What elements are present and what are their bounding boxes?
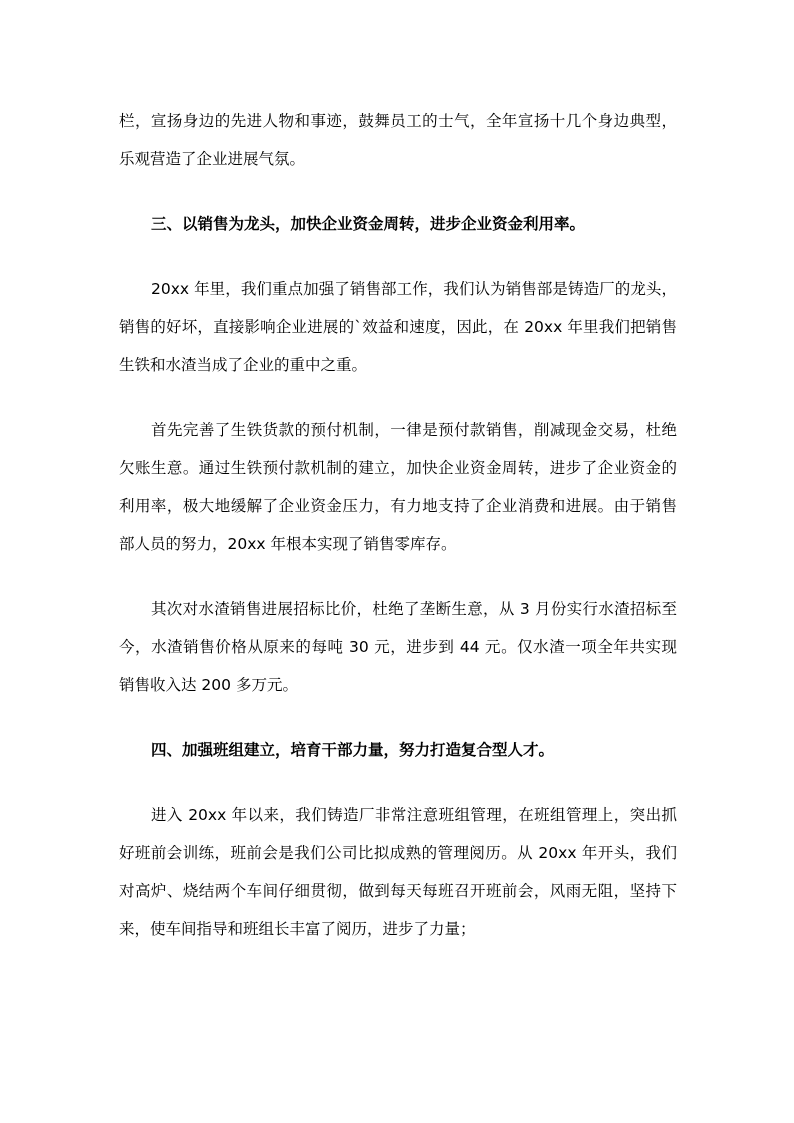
paragraph-team-management: [119, 796, 677, 948]
text-line: 首先完善了生铁货款的预付机制，一律是预付款销售，削减现金交易，杜绝: [151, 421, 677, 439]
paragraph-slag-bidding: [119, 590, 677, 704]
text-line: 销售收入达 200 多万元。: [119, 676, 298, 694]
text-line: 销售的好坏，直接影响企业进展的`效益和速度，因此，在 20xx 年里我们把销售: [119, 318, 677, 336]
text-line: 20xx 年里，我们重点加强了销售部工作，我们认为销售部是铸造厂的龙头，: [151, 280, 677, 298]
text-line: 对高炉、烧结两个车间仔细贯彻，做到每天每班召开班前会，风雨无阻，坚持下: [119, 882, 677, 900]
text-line: 来，使车间指导和班组长丰富了阅历，进步了力量；: [119, 920, 476, 938]
text-line: 进入 20xx 年以来，我们铸造厂非常注意班组管理，在班组管理上，突出抓: [151, 806, 677, 824]
text-line: 利用率，极大地缓解了企业资金压力，有力地支持了企业消费和进展。由于销售: [119, 497, 677, 515]
text-line: 其次对水渣销售进展招标比价，杜绝了垄断生意，从 3 月份实行水渣招标至: [151, 600, 677, 618]
paragraph-sales-focus: [119, 270, 677, 384]
heading-text: 四、加强班组建立，培育干部力量，努力打造复合型人才。: [151, 741, 555, 759]
text-line: 生铁和水渣当成了企业的重中之重。: [119, 356, 368, 374]
text-line: 好班前会训练，班前会是我们公司比拟成熟的管理阅历。从 20xx 年开头，我们: [119, 844, 677, 862]
document-body: [119, 102, 677, 948]
section-heading-4: [119, 731, 677, 769]
heading-text: 三、以销售为龙头，加快企业资金周转，进步企业资金利用率。: [151, 215, 586, 233]
paragraph-prepayment: [119, 411, 677, 563]
text-line: 欠账生意。通过生铁预付款机制的建立，加快企业资金周转，进步了企业资金的: [119, 459, 677, 477]
text-line: 今，水渣销售价格从原来的每吨 30 元，进步到 44 元。仅水渣一项全年共实现: [119, 638, 677, 656]
text-line: 部人员的努力，20xx 年根本实现了销售零库存。: [119, 535, 457, 553]
section-heading-3: [119, 205, 677, 243]
text-line: 栏，宣扬身边的先进人物和事迹，鼓舞员工的士气，全年宣扬十几个身边典型，: [119, 112, 677, 130]
paragraph-continuation: [119, 102, 677, 178]
text-line: 乐观营造了企业进展气氛。: [119, 150, 306, 168]
